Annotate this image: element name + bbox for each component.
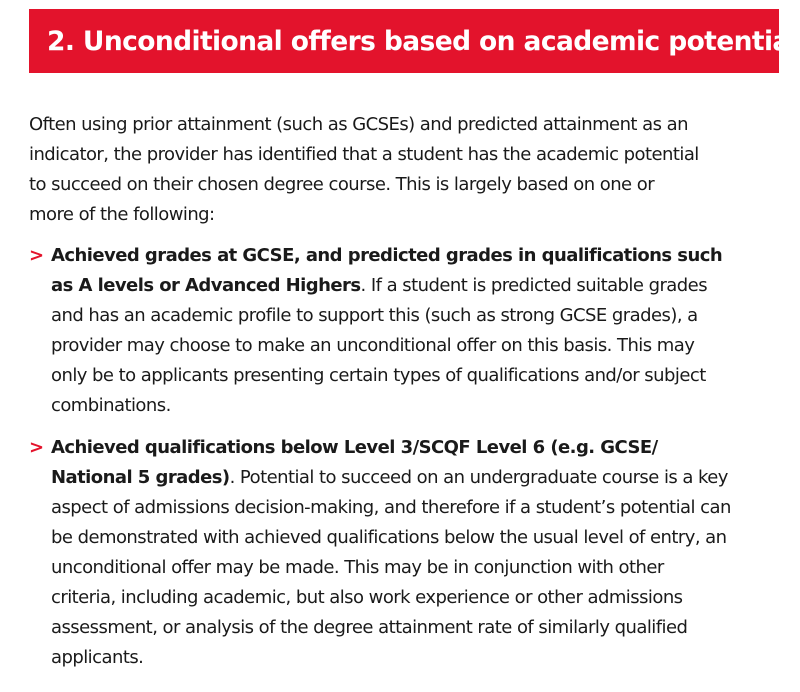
list-item <box>29 433 731 673</box>
list-item-body: . If a student is predicted suitable grades and has an academic profile to support this (such as strong GCSE grades), a provider may choose to make an unconditional offer on this basis. This may only be to applicants presenting certain types of qualifications and/or subject combinations. <box>51 275 708 416</box>
chevron-right-icon: > <box>29 245 44 266</box>
section-body <box>29 110 729 685</box>
list-item <box>29 241 731 421</box>
intro-paragraph: Often using prior attainment (such as GCSEs) and predicted attainment as an indicator, the provider has identified that a student has the academic potential to succeed on their chosen degree course. This is largely based on one or more of the following: <box>29 114 699 225</box>
list-item-body: . Potential to succeed on an undergraduate course is a key aspect of admissions decision-making, and therefore if a student’s potential can be demonstrated with achieved qualifications below the usual level of entry, an unconditional offer may be made. This may be in conjunction with other criteria, including academic, but also work experience or other admissions assessment, or analysis of the degree attainment rate of similarly qualified applicants. <box>51 467 731 668</box>
section-title: 2. Unconditional offers based on academic potential <box>47 25 799 57</box>
list-item-lead: Achieved grades at GCSE, and predicted grades in qualifications such as A levels or Advanced Highers <box>51 245 723 296</box>
section-header <box>29 9 799 73</box>
chevron-right-icon: > <box>29 437 44 458</box>
criteria-list <box>29 241 729 673</box>
list-item-lead: Achieved qualifications below Level 3/SCQF Level 6 (e.g. GCSE/ National 5 grades) <box>51 437 658 488</box>
